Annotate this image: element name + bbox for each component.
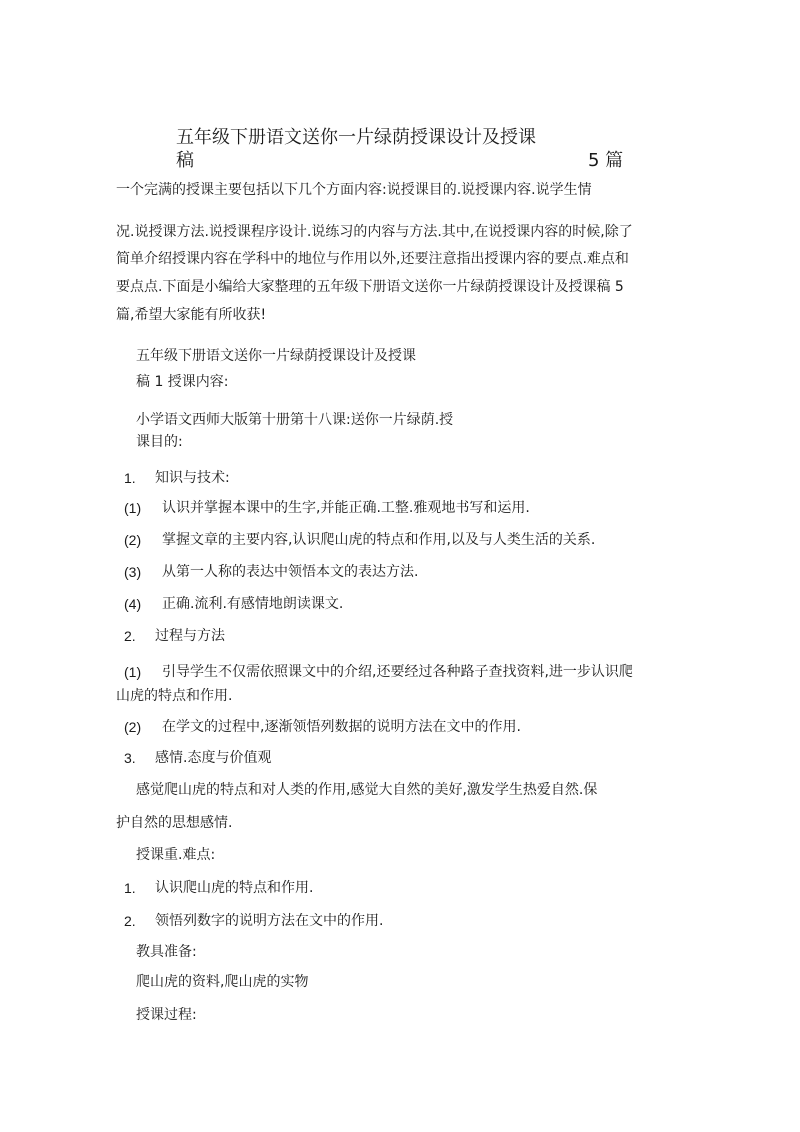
intro-line: 简单介绍授课内容在学科中的地位与作用以外,还要注意指出授课内容的要点.难点和 bbox=[116, 251, 629, 267]
document-title-line1: 五年级下册语文送你一片绿荫授课设计及授课 bbox=[176, 127, 536, 148]
goal3-heading: 感情.态度与价值观 bbox=[155, 750, 272, 766]
list-number: 1. bbox=[124, 880, 136, 896]
list-number: 2. bbox=[124, 913, 136, 929]
tools-text: 爬山虎的资料,爬山虎的实物 bbox=[136, 974, 309, 990]
list-number: (1) bbox=[124, 664, 142, 680]
goal2-item-continuation: 山虎的特点和作用. bbox=[116, 688, 233, 704]
list-number: (2) bbox=[124, 532, 142, 548]
list-number: 3. bbox=[124, 750, 136, 766]
document-title-line2-left: 稿 bbox=[176, 150, 194, 171]
intro-line: 篇,希望大家能有所收获! bbox=[116, 307, 267, 323]
section-title-line1: 五年级下册语文送你一片绿荫授课设计及授课 bbox=[136, 348, 416, 364]
intro-line: 况.说授课方法.说授课程序设计.说练习的内容与方法.其中,在说授课内容的时候,除了 bbox=[116, 224, 633, 240]
key-point-item: 认识爬山虎的特点和作用. bbox=[155, 880, 314, 896]
goal1-heading: 知识与技术: bbox=[155, 470, 230, 486]
goal1-item: 正确.流利.有感情地朗读课文. bbox=[162, 596, 344, 612]
intro-line: 要点点.下面是小编给大家整理的五年级下册语文送你一片绿荫授课设计及授课稿 5 bbox=[116, 279, 624, 295]
key-point-item: 领悟列数字的说明方法在文中的作用. bbox=[155, 913, 384, 929]
key-points-heading: 授课重.难点: bbox=[136, 847, 216, 863]
section-title-line2: 稿 1 授课内容: bbox=[136, 374, 229, 390]
goal1-item: 掌握文章的主要内容,认识爬山虎的特点和作用,以及与人类生活的关系. bbox=[162, 532, 596, 548]
goal2-item: 引导学生不仅需依照课文中的介绍,还要经过各种路子查找资料,进一步认识爬 bbox=[162, 664, 633, 680]
list-number: 2. bbox=[124, 628, 136, 644]
goal3-text: 感觉爬山虎的特点和对人类的作用,感觉大自然的美好,激发学生热爱自然.保 bbox=[136, 782, 598, 798]
tools-heading: 教具准备: bbox=[136, 944, 197, 960]
content-line: 课目的: bbox=[136, 434, 183, 450]
goal3-text: 护自然的思想感情. bbox=[116, 815, 233, 831]
list-number: (2) bbox=[124, 719, 142, 735]
goal1-item: 从第一人称的表达中领悟本文的表达方法. bbox=[162, 564, 419, 580]
document-title-line2-right: 5 篇 bbox=[588, 150, 624, 171]
content-line: 小学语文西师大版第十册第十八课:送你一片绿荫.授 bbox=[136, 412, 454, 428]
process-heading: 授课过程: bbox=[136, 1007, 197, 1023]
intro-line: 一个完满的授课主要包括以下几个方面内容:说授课目的.说授课内容.说学生情 bbox=[116, 182, 592, 198]
goal2-item: 在学文的过程中,逐渐领悟列数据的说明方法在文中的作用. bbox=[162, 719, 521, 735]
list-number: (3) bbox=[124, 564, 142, 580]
list-number: 1. bbox=[124, 470, 136, 486]
list-number: (1) bbox=[124, 500, 142, 516]
goal1-item: 认识并掌握本课中的生字,并能正确.工整.雅观地书写和运用. bbox=[162, 500, 530, 516]
list-number: (4) bbox=[124, 596, 142, 612]
goal2-heading: 过程与方法 bbox=[155, 628, 225, 644]
